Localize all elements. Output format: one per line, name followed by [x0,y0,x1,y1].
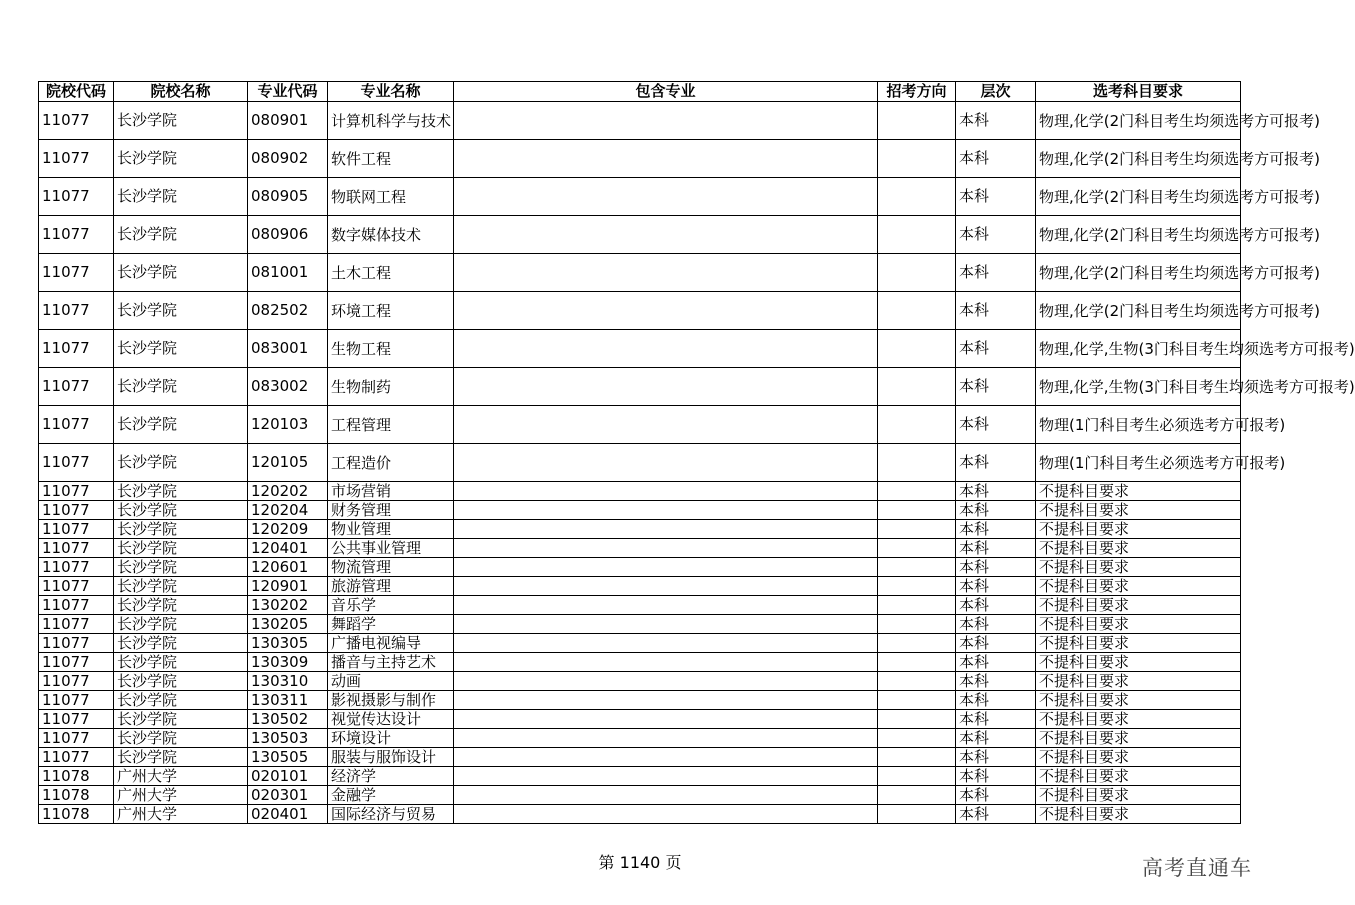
cell-subject-requirements: 物理,化学,生物(3门科目考生均须选考方可报考) [1036,330,1241,368]
cell-major-code: 080905 [248,178,328,216]
cell-included-majors [454,216,878,254]
table-row [39,330,1241,368]
cell-level: 本科 [956,767,1036,786]
cell-included-majors [454,520,878,539]
cell-included-majors [454,102,878,140]
cell-school-name: 长沙学院 [114,710,248,729]
cell-subject-requirements: 不提科目要求 [1036,653,1241,672]
cell-major-code: 082502 [248,292,328,330]
cell-direction [878,501,956,520]
cell-level: 本科 [956,520,1036,539]
cell-major-name: 数字媒体技术 [328,216,454,254]
cell-school-name: 长沙学院 [114,577,248,596]
cell-major-name: 播音与主持艺术 [328,653,454,672]
cell-school-name: 长沙学院 [114,140,248,178]
cell-school-code: 11077 [39,634,114,653]
cell-major-code: 120103 [248,406,328,444]
cell-direction [878,482,956,501]
cell-direction [878,748,956,767]
cell-major-name: 经济学 [328,767,454,786]
cell-school-code: 11077 [39,501,114,520]
cell-subject-requirements: 不提科目要求 [1036,710,1241,729]
table-row [39,672,1241,691]
table-body [39,102,1355,824]
cell-major-name: 环境设计 [328,729,454,748]
cell-direction [878,558,956,577]
cell-direction [878,178,956,216]
cell-school-code: 11077 [39,653,114,672]
cell-school-name: 长沙学院 [114,216,248,254]
table-row [39,653,1241,672]
cell-subject-requirements: 不提科目要求 [1036,558,1241,577]
cell-school-code: 11077 [39,102,114,140]
cell-direction [878,577,956,596]
cell-included-majors [454,615,878,634]
cell-school-name: 长沙学院 [114,539,248,558]
cell-included-majors [454,406,878,444]
cell-school-code: 11078 [39,767,114,786]
cell-included-majors [454,577,878,596]
cell-school-code: 11077 [39,406,114,444]
header-school-code: 院校代码 [39,82,114,102]
cell-major-code: 020301 [248,786,328,805]
cell-direction [878,615,956,634]
table-row [39,254,1241,292]
cell-school-name: 长沙学院 [114,254,248,292]
cell-school-code: 11077 [39,520,114,539]
cell-school-code: 11077 [39,710,114,729]
cell-direction [878,710,956,729]
cell-direction [878,672,956,691]
cell-level: 本科 [956,216,1036,254]
cell-subject-requirements: 物理,化学(2门科目考生均须选考方可报考) [1036,216,1241,254]
cell-major-code: 020101 [248,767,328,786]
cell-subject-requirements: 不提科目要求 [1036,748,1241,767]
cell-subject-requirements: 不提科目要求 [1036,672,1241,691]
cell-major-name: 视觉传达设计 [328,710,454,729]
cell-major-name: 市场营销 [328,482,454,501]
table-row [39,520,1241,539]
cell-included-majors [454,672,878,691]
cell-school-name: 长沙学院 [114,444,248,482]
cell-school-code: 11077 [39,672,114,691]
cell-major-name: 财务管理 [328,501,454,520]
header-subject-requirements: 选考科目要求 [1036,82,1241,102]
cell-included-majors [454,729,878,748]
cell-major-code: 130310 [248,672,328,691]
cell-major-code: 120204 [248,501,328,520]
cell-school-name: 长沙学院 [114,596,248,615]
cell-school-code: 11078 [39,786,114,805]
cell-included-majors [454,767,878,786]
cell-school-name: 长沙学院 [114,558,248,577]
cell-school-name: 长沙学院 [114,292,248,330]
cell-subject-requirements: 不提科目要求 [1036,501,1241,520]
table-row [39,786,1241,805]
table-row [39,216,1241,254]
cell-school-name: 长沙学院 [114,406,248,444]
cell-subject-requirements: 物理,化学(2门科目考生均须选考方可报考) [1036,140,1241,178]
cell-school-name: 长沙学院 [114,178,248,216]
cell-subject-requirements: 物理,化学(2门科目考生均须选考方可报考) [1036,102,1241,140]
cell-school-code: 11077 [39,330,114,368]
table-row [39,482,1241,501]
cell-school-code: 11077 [39,292,114,330]
cell-level: 本科 [956,330,1036,368]
cell-direction [878,539,956,558]
cell-direction [878,653,956,672]
cell-subject-requirements: 不提科目要求 [1036,634,1241,653]
cell-major-code: 130205 [248,615,328,634]
cell-major-name: 动画 [328,672,454,691]
cell-school-code: 11077 [39,140,114,178]
cell-subject-requirements: 不提科目要求 [1036,767,1241,786]
cell-major-code: 120901 [248,577,328,596]
table-row [39,539,1241,558]
cell-level: 本科 [956,786,1036,805]
cell-school-code: 11077 [39,178,114,216]
table-row [39,767,1241,786]
cell-level: 本科 [956,501,1036,520]
cell-direction [878,216,956,254]
cell-level: 本科 [956,406,1036,444]
cell-school-code: 11077 [39,482,114,501]
table-row [39,691,1241,710]
cell-included-majors [454,710,878,729]
cell-school-code: 11077 [39,254,114,292]
cell-direction [878,254,956,292]
cell-level: 本科 [956,140,1036,178]
table-row [39,406,1241,444]
cell-direction [878,634,956,653]
cell-school-code: 11077 [39,596,114,615]
cell-school-name: 广州大学 [114,767,248,786]
cell-included-majors [454,444,878,482]
cell-included-majors [454,501,878,520]
table-row [39,615,1241,634]
cell-major-name: 影视摄影与制作 [328,691,454,710]
cell-subject-requirements: 不提科目要求 [1036,615,1241,634]
cell-major-code: 130311 [248,691,328,710]
cell-level: 本科 [956,178,1036,216]
cell-school-name: 长沙学院 [114,501,248,520]
cell-direction [878,786,956,805]
cell-subject-requirements: 不提科目要求 [1036,786,1241,805]
table-row [39,178,1241,216]
cell-school-name: 长沙学院 [114,368,248,406]
cell-school-code: 11078 [39,805,114,824]
cell-included-majors [454,254,878,292]
table-row [39,577,1241,596]
cell-direction [878,691,956,710]
cell-included-majors [454,653,878,672]
cell-major-name: 公共事业管理 [328,539,454,558]
admission-requirements-table [38,81,1355,824]
table-row [39,710,1241,729]
cell-included-majors [454,482,878,501]
cell-major-code: 120202 [248,482,328,501]
cell-level: 本科 [956,444,1036,482]
table-row [39,140,1241,178]
table-row [39,558,1241,577]
page-number: 第 1140 页 [598,853,682,872]
cell-major-code: 120401 [248,539,328,558]
cell-level: 本科 [956,577,1036,596]
cell-direction [878,406,956,444]
cell-included-majors [454,292,878,330]
cell-major-name: 舞蹈学 [328,615,454,634]
cell-direction [878,444,956,482]
cell-direction [878,805,956,824]
table-row [39,805,1241,824]
cell-major-code: 130505 [248,748,328,767]
cell-included-majors [454,634,878,653]
header-major-code: 专业代码 [248,82,328,102]
cell-school-name: 长沙学院 [114,482,248,501]
cell-major-name: 土木工程 [328,254,454,292]
cell-major-name: 国际经济与贸易 [328,805,454,824]
cell-school-name: 长沙学院 [114,330,248,368]
cell-subject-requirements: 不提科目要求 [1036,596,1241,615]
cell-major-name: 软件工程 [328,140,454,178]
cell-major-code: 080901 [248,102,328,140]
cell-subject-requirements: 物理,化学(2门科目考生均须选考方可报考) [1036,254,1241,292]
cell-school-name: 长沙学院 [114,102,248,140]
cell-level: 本科 [956,672,1036,691]
cell-major-code: 080906 [248,216,328,254]
cell-subject-requirements: 不提科目要求 [1036,577,1241,596]
cell-major-code: 080902 [248,140,328,178]
cell-direction [878,596,956,615]
cell-level: 本科 [956,653,1036,672]
cell-subject-requirements: 不提科目要求 [1036,729,1241,748]
header-level: 层次 [956,82,1036,102]
cell-level: 本科 [956,729,1036,748]
table-header-row [39,82,1241,102]
cell-included-majors [454,178,878,216]
cell-included-majors [454,596,878,615]
cell-school-code: 11077 [39,539,114,558]
cell-school-code: 11077 [39,444,114,482]
cell-school-code: 11077 [39,748,114,767]
cell-subject-requirements: 不提科目要求 [1036,539,1241,558]
cell-level: 本科 [956,292,1036,330]
cell-subject-requirements: 物理,化学,生物(3门科目考生均须选考方可报考) [1036,368,1241,406]
cell-school-name: 长沙学院 [114,634,248,653]
cell-major-code: 130309 [248,653,328,672]
cell-major-code: 020401 [248,805,328,824]
cell-major-name: 生物制药 [328,368,454,406]
cell-included-majors [454,786,878,805]
cell-direction [878,368,956,406]
cell-major-name: 环境工程 [328,292,454,330]
cell-major-name: 工程管理 [328,406,454,444]
cell-direction [878,330,956,368]
cell-major-code: 120105 [248,444,328,482]
cell-level: 本科 [956,254,1036,292]
cell-school-code: 11077 [39,577,114,596]
cell-major-code: 130202 [248,596,328,615]
table-row [39,102,1241,140]
cell-major-name: 旅游管理 [328,577,454,596]
cell-level: 本科 [956,102,1036,140]
cell-major-name: 金融学 [328,786,454,805]
cell-subject-requirements: 不提科目要求 [1036,691,1241,710]
cell-school-name: 长沙学院 [114,748,248,767]
cell-direction [878,767,956,786]
header-direction: 招考方向 [878,82,956,102]
cell-school-code: 11077 [39,216,114,254]
cell-level: 本科 [956,539,1036,558]
cell-school-code: 11077 [39,615,114,634]
cell-major-code: 120601 [248,558,328,577]
table-row [39,596,1241,615]
cell-level: 本科 [956,482,1036,501]
cell-major-name: 物联网工程 [328,178,454,216]
cell-major-code: 083001 [248,330,328,368]
cell-major-name: 计算机科学与技术 [328,102,454,140]
cell-school-code: 11077 [39,691,114,710]
cell-school-name: 长沙学院 [114,691,248,710]
cell-major-name: 生物工程 [328,330,454,368]
cell-level: 本科 [956,615,1036,634]
header-major-name: 专业名称 [328,82,454,102]
cell-direction [878,520,956,539]
cell-major-code: 120209 [248,520,328,539]
cell-level: 本科 [956,805,1036,824]
cell-school-name: 广州大学 [114,786,248,805]
cell-level: 本科 [956,748,1036,767]
cell-school-code: 11077 [39,558,114,577]
table-row [39,292,1241,330]
cell-school-name: 广州大学 [114,805,248,824]
cell-school-code: 11077 [39,729,114,748]
cell-major-name: 广播电视编导 [328,634,454,653]
table-row [39,634,1241,653]
cell-included-majors [454,539,878,558]
cell-direction [878,292,956,330]
cell-subject-requirements: 不提科目要求 [1036,805,1241,824]
cell-subject-requirements: 物理,化学(2门科目考生均须选考方可报考) [1036,178,1241,216]
cell-level: 本科 [956,558,1036,577]
cell-level: 本科 [956,691,1036,710]
cell-level: 本科 [956,368,1036,406]
table-row [39,368,1241,406]
cell-direction [878,102,956,140]
cell-major-code: 130503 [248,729,328,748]
cell-subject-requirements: 不提科目要求 [1036,482,1241,501]
header-school-name: 院校名称 [114,82,248,102]
cell-included-majors [454,748,878,767]
cell-major-name: 工程造价 [328,444,454,482]
cell-major-name: 物业管理 [328,520,454,539]
cell-included-majors [454,691,878,710]
cell-included-majors [454,330,878,368]
cell-included-majors [454,558,878,577]
cell-major-name: 服装与服饰设计 [328,748,454,767]
cell-subject-requirements: 物理,化学(2门科目考生均须选考方可报考) [1036,292,1241,330]
watermark-text: 高考直通车 [1142,856,1252,880]
cell-level: 本科 [956,634,1036,653]
cell-major-code: 130502 [248,710,328,729]
cell-subject-requirements: 不提科目要求 [1036,520,1241,539]
cell-school-name: 长沙学院 [114,672,248,691]
cell-school-name: 长沙学院 [114,615,248,634]
cell-direction [878,140,956,178]
cell-included-majors [454,368,878,406]
cell-included-majors [454,140,878,178]
cell-school-name: 长沙学院 [114,520,248,539]
cell-school-name: 长沙学院 [114,653,248,672]
cell-included-majors [454,805,878,824]
cell-level: 本科 [956,710,1036,729]
cell-major-name: 音乐学 [328,596,454,615]
table-row [39,729,1241,748]
cell-direction [878,729,956,748]
table-row [39,444,1241,482]
cell-subject-requirements: 物理(1门科目考生必须选考方可报考) [1036,444,1241,482]
cell-major-code: 081001 [248,254,328,292]
table-row [39,748,1241,767]
table-row [39,501,1241,520]
cell-school-code: 11077 [39,368,114,406]
cell-major-name: 物流管理 [328,558,454,577]
cell-major-code: 130305 [248,634,328,653]
cell-major-code: 083002 [248,368,328,406]
cell-school-name: 长沙学院 [114,729,248,748]
cell-subject-requirements: 物理(1门科目考生必须选考方可报考) [1036,406,1241,444]
cell-level: 本科 [956,596,1036,615]
header-included-majors: 包含专业 [454,82,878,102]
